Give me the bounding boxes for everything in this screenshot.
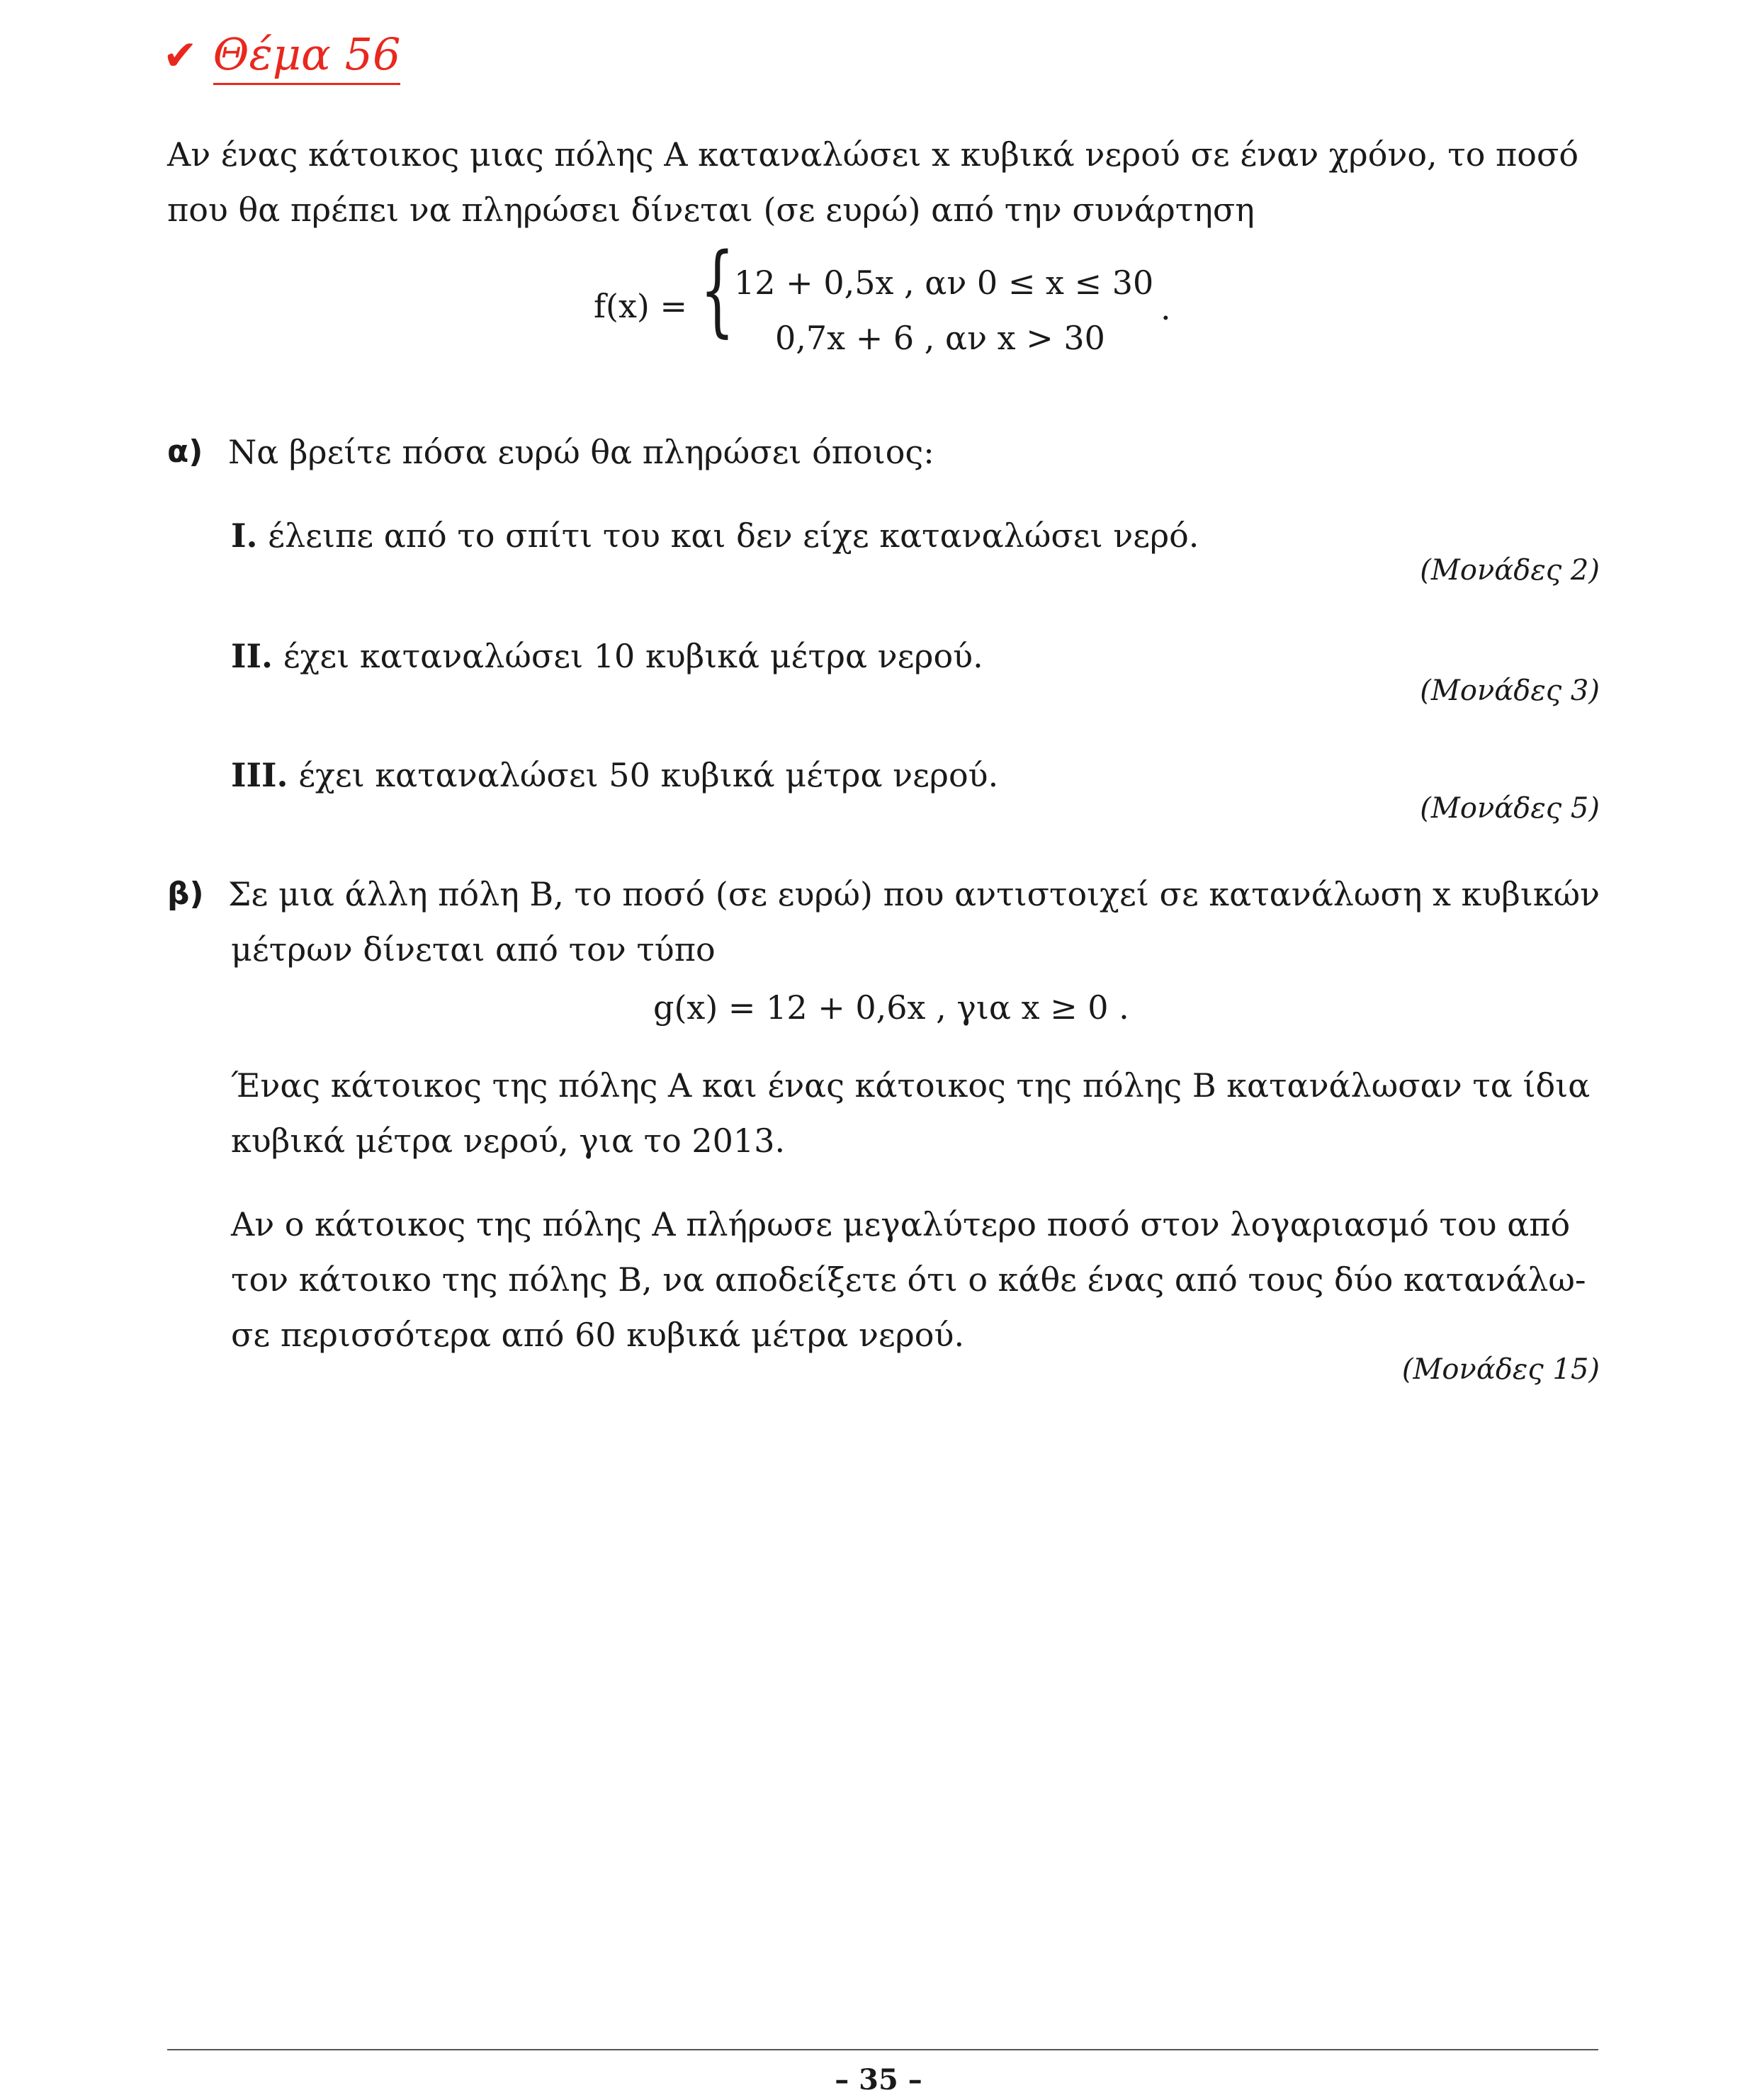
part-b-para1-line-1: Ένας κάτοικος της πόλης Α και ένας κάτοικος της πόλης Β κατανάλωσαν τα ίδια: [231, 1066, 1591, 1105]
formula-g: g(x) = 12 + 0,6x , για x ≥ 0 .: [653, 988, 1129, 1027]
item-2-marks: (Μονάδες 3): [1420, 674, 1600, 707]
item-1-text: έλειπε από το σπίτι του και δεν είχε καταναλώσει νερό.: [268, 516, 1199, 555]
formula-f-brace: {: [700, 232, 735, 348]
item-2-number: II.: [231, 637, 273, 675]
item-2-text: έχει καταναλώσει 10 κυβικά μέτρα νερού.: [283, 637, 983, 675]
item-3: [231, 748, 998, 802]
item-3-number: III.: [231, 756, 288, 794]
part-b-marks: (Μονάδες 15): [1401, 1353, 1600, 1386]
item-3-marks: (Μονάδες 5): [1420, 792, 1600, 825]
part-a-text: Να βρείτε πόσα ευρώ θα πληρώσει όποιος:: [228, 433, 934, 471]
item-1-number: I.: [231, 516, 258, 555]
part-a-label: α): [167, 434, 203, 470]
item-1: [231, 509, 1199, 563]
part-b-line-2: μέτρων δίνεται από τον τύπο: [231, 930, 716, 969]
part-b-para1-line-2: κυβικά μέτρα νερού, για το 2013.: [231, 1122, 786, 1160]
formula-f-case-2: 0,7x + 6 , αν x > 30: [775, 319, 1105, 357]
part-b-para2-line-3: σε περισσότερα από 60 κυβικά μέτρα νερού.: [231, 1316, 965, 1354]
formula-f-lhs: f(x) =: [594, 287, 688, 325]
checkmark-icon: ✔: [163, 31, 198, 79]
intro-line-2: που θα πρέπει να πληρώσει δίνεται (σε ευρώ) από την συνάρτηση: [167, 191, 1255, 229]
exercise-title: Θέμα 56: [213, 28, 401, 85]
item-2: [231, 629, 983, 683]
part-b-para2-line-1: Αν ο κάτοικος της πόλης Α πλήρωσε μεγαλύτερο ποσό στον λογαριασμό του από: [231, 1205, 1571, 1243]
item-3-text: έχει καταναλώσει 50 κυβικά μέτρα νερού.: [298, 756, 999, 794]
formula-f-dot: .: [1160, 289, 1171, 327]
formula-f-case-1: 12 + 0,5x , αν 0 ≤ x ≤ 30: [734, 264, 1154, 302]
exercise-heading: [163, 28, 400, 80]
part-b-label: β): [167, 876, 204, 912]
item-1-marks: (Μονάδες 2): [1420, 554, 1600, 587]
part-b-para2-line-2: τον κάτοικο της πόλης Β, να αποδείξετε ότι ο κάθε ένας από τους δύο κατανάλω-: [231, 1260, 1586, 1299]
page-number: – 35 –: [835, 2063, 922, 2096]
intro-line-1: Αν ένας κάτοικος μιας πόλης Α καταναλώσει x κυβικά νερού σε έναν χρόνο, το ποσό: [167, 135, 1579, 174]
footer-divider: [167, 2049, 1598, 2050]
part-b-line-1: Σε μια άλλη πόλη Β, το ποσό (σε ευρώ) που αντιστοιχεί σε κατανάλωση x κυβικών: [228, 875, 1600, 913]
